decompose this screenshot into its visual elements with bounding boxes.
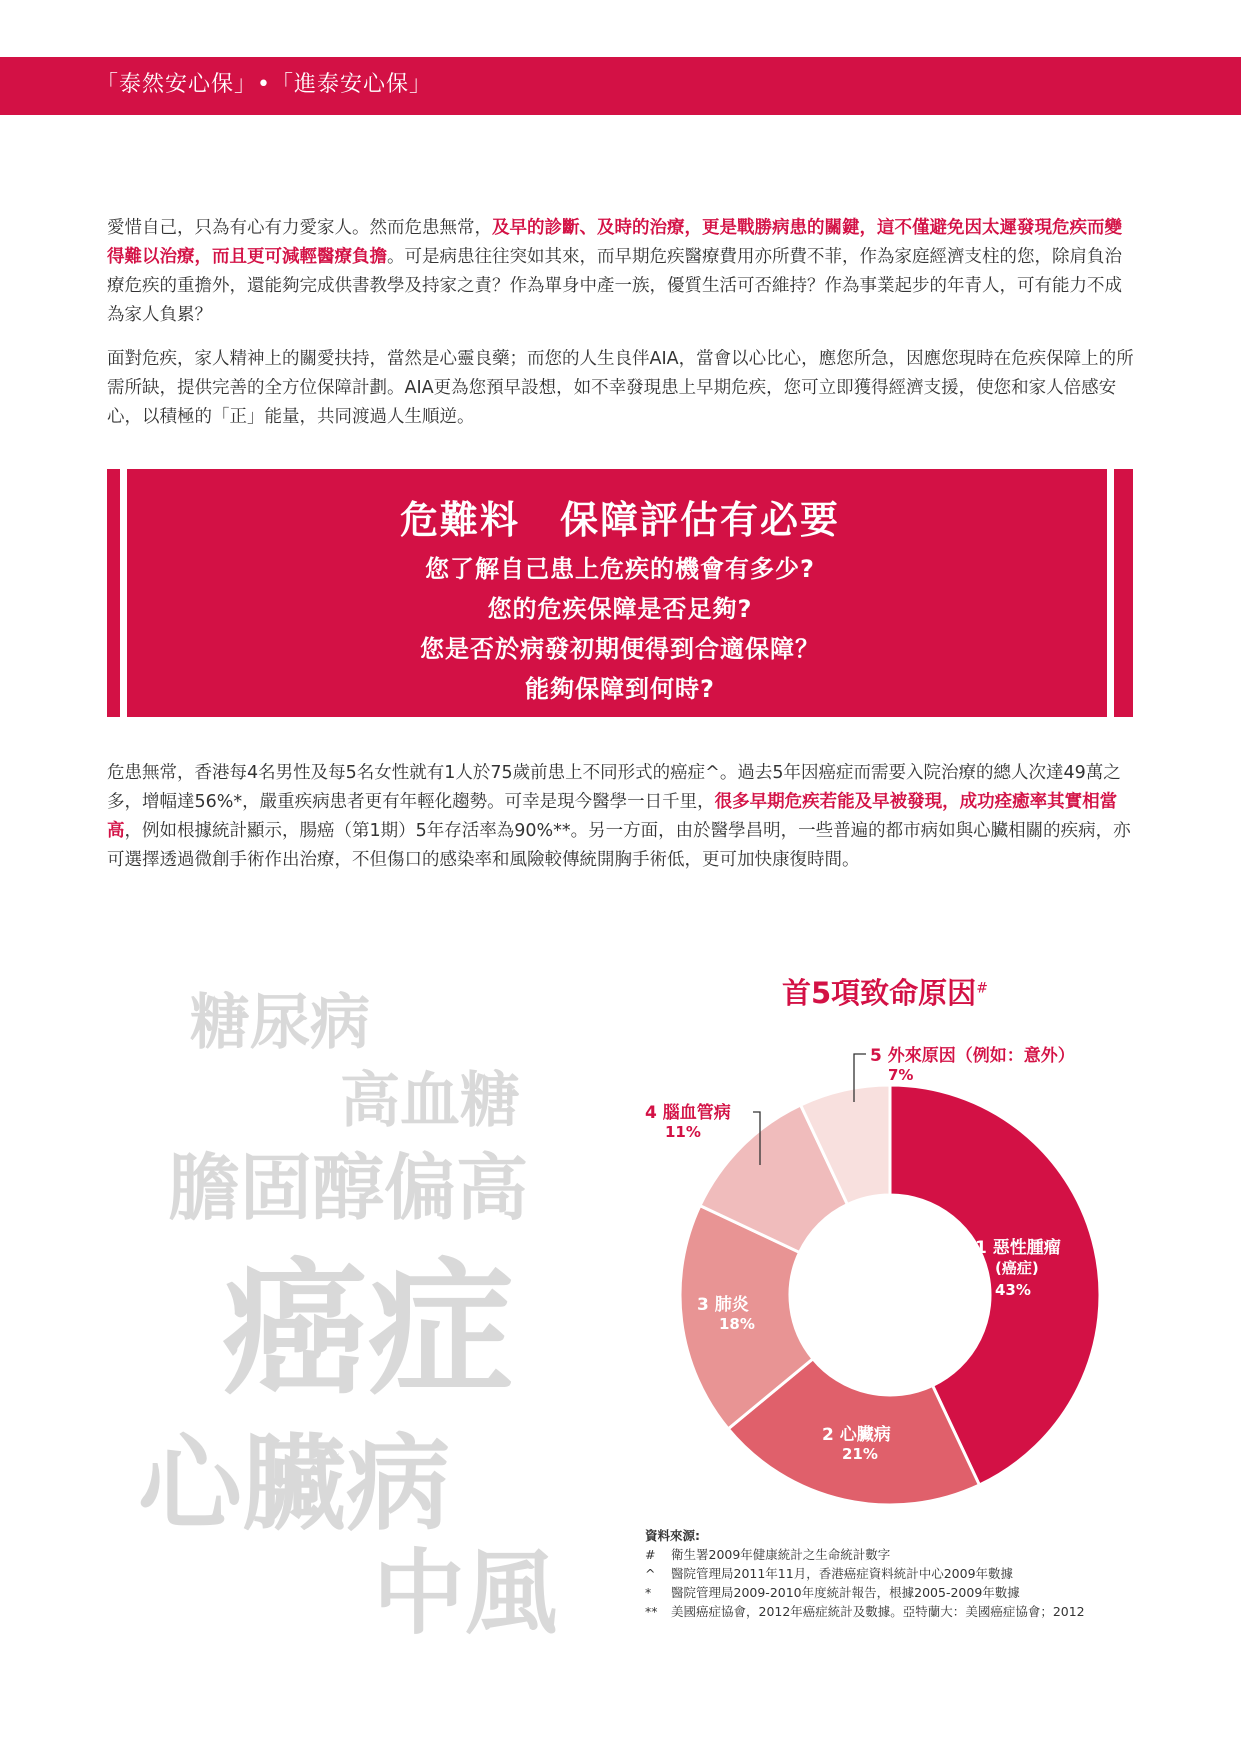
slice-rank: 1 [975,1238,987,1258]
slice-label-3 [697,1290,755,1333]
word-cloud-cancer: 癌症 [222,1245,514,1415]
word-cloud-high-blood-sugar: 高血糖 [340,1066,520,1136]
slice-name-line2: (癌症) [995,1259,1039,1277]
page-header-title: 「泰然安心保」•「進泰安心保」 [96,72,432,97]
slice-name: 心臟病 [839,1425,891,1445]
chart-title-text: 首5項致命原因 [782,976,977,1010]
source-mark: # [645,1547,656,1562]
slice-rank: 2 [822,1425,834,1445]
banner-question: 能夠保障到何時? [525,675,715,703]
slice-name: 惡性腫瘤 [992,1238,1061,1258]
slice-rank: 3 [697,1295,709,1315]
highlight-text: 很多早期危疾若能及早被發現，成功痊癒率其實相當高 [107,792,1118,841]
paragraph-text: 危患無常，香港每4名男性及每5名女性就有1人於75歲前患上不同形式的癌症^。過去5年因癌症而需要入院治療的總人次達49萬之多，增幅達56%*，嚴重疾病患者更有年輕化趨勢。可幸是現今醫學一日千里， [107,763,1121,812]
source-item [645,1564,1013,1582]
slice-rank: 4 [645,1103,657,1123]
slice-percent: 43% [995,1281,1031,1299]
banner-question: 您了解自己患上危疾的機會有多少? [425,555,815,583]
word-cloud-diabetes: 糖尿病 [190,988,370,1058]
slice-rank: 5 [870,1046,882,1066]
highlight-text: 及早的診斷、及時的治療，更是戰勝病患的關鍵，這不僅避免因太遲發現危疾而變得難以治療，而且更可減輕醫療負擔 [107,218,1122,267]
banner-title: 危難料 保障評估有必要 [399,498,840,542]
word-cloud-high-cholesterol: 膽固醇偏高 [168,1146,529,1230]
source-item [645,1602,1085,1620]
leader-line-5 [854,1054,866,1102]
source-mark: * [645,1585,652,1600]
word-cloud-heart-disease: 心臟病 [138,1423,451,1545]
slice-name: 腦血管病 [662,1103,731,1123]
source-text: 衛生署2009年健康統計之生命統計數字 [671,1547,891,1562]
paragraph-text: 。可是病患往往突如其來，而早期危疾醫療費用亦所費不菲，作為家庭經濟支柱的您，除肩負治療危疾的重擔外，還能夠完成供書教學及持家之責？作為單身中產一族，優質生活可否維持？作為事業起步的年青人，可有能力不成為家人負累？ [107,247,1122,325]
banner-question: 您是否於病發初期便得到合適保障？ [420,635,820,663]
slice-label-2 [822,1420,891,1463]
banner-question: 您的危疾保障是否足夠? [487,595,753,623]
slice-percent: 11% [665,1123,701,1141]
sources-heading: 資料來源: [645,1528,700,1543]
slice-percent: 7% [888,1066,914,1084]
chart-title-footnote-mark: # [976,980,988,997]
source-mark: ^ [645,1566,656,1581]
word-cloud-stroke: 中風 [373,1540,558,1647]
slice-percent: 21% [842,1445,878,1463]
source-text: 美國癌症協會，2012年癌症統計及數據。亞特蘭大：美國癌症協會；2012 [671,1604,1085,1619]
slice-label-1 [975,1238,1061,1300]
source-mark: ** [645,1604,658,1619]
source-text: 醫院管理局2009-2010年度統計報告，根據2005-2009年數據 [671,1585,1020,1600]
slice-label-5 [870,1041,1075,1084]
slice-percent: 18% [719,1315,755,1333]
slice-name: 外來原因（例如：意外） [887,1046,1075,1066]
paragraph-text: 面對危疾，家人精神上的關愛扶持，當然是心靈良藥；而您的人生良伴AIA，當會以心比心，應您所急，因應您現時在危疾保障上的所需所缺，提供完善的全方位保障計劃。AIA更為您預早設想，如不幸發現患上早期危疾，您可立即獲得經濟支援，使您和家人倍感安心，以積極的「正」能量，共同渡過人生順逆。 [107,349,1134,427]
source-item [645,1583,1020,1601]
slice-label-4 [645,1098,731,1141]
paragraph-text: ，例如根據統計顯示，腸癌（第1期）5年存活率為90%**。另一方面，由於醫學昌明，一些普遍的都市病如與心臟相關的疾病，亦可選擇透過微創手術作出治療，不但傷口的感染率和風險較傳統開胸手術低，更可加快康復時間。 [107,821,1131,870]
slice-name: 肺炎 [714,1295,749,1315]
leader-line-4 [753,1112,760,1165]
paragraph-text: 愛惜自己，只為有心有力愛家人。然而危患無常， [107,218,492,238]
source-text: 醫院管理局2011年11月，香港癌症資料統計中心2009年數據 [671,1566,1014,1581]
source-item [645,1545,890,1563]
